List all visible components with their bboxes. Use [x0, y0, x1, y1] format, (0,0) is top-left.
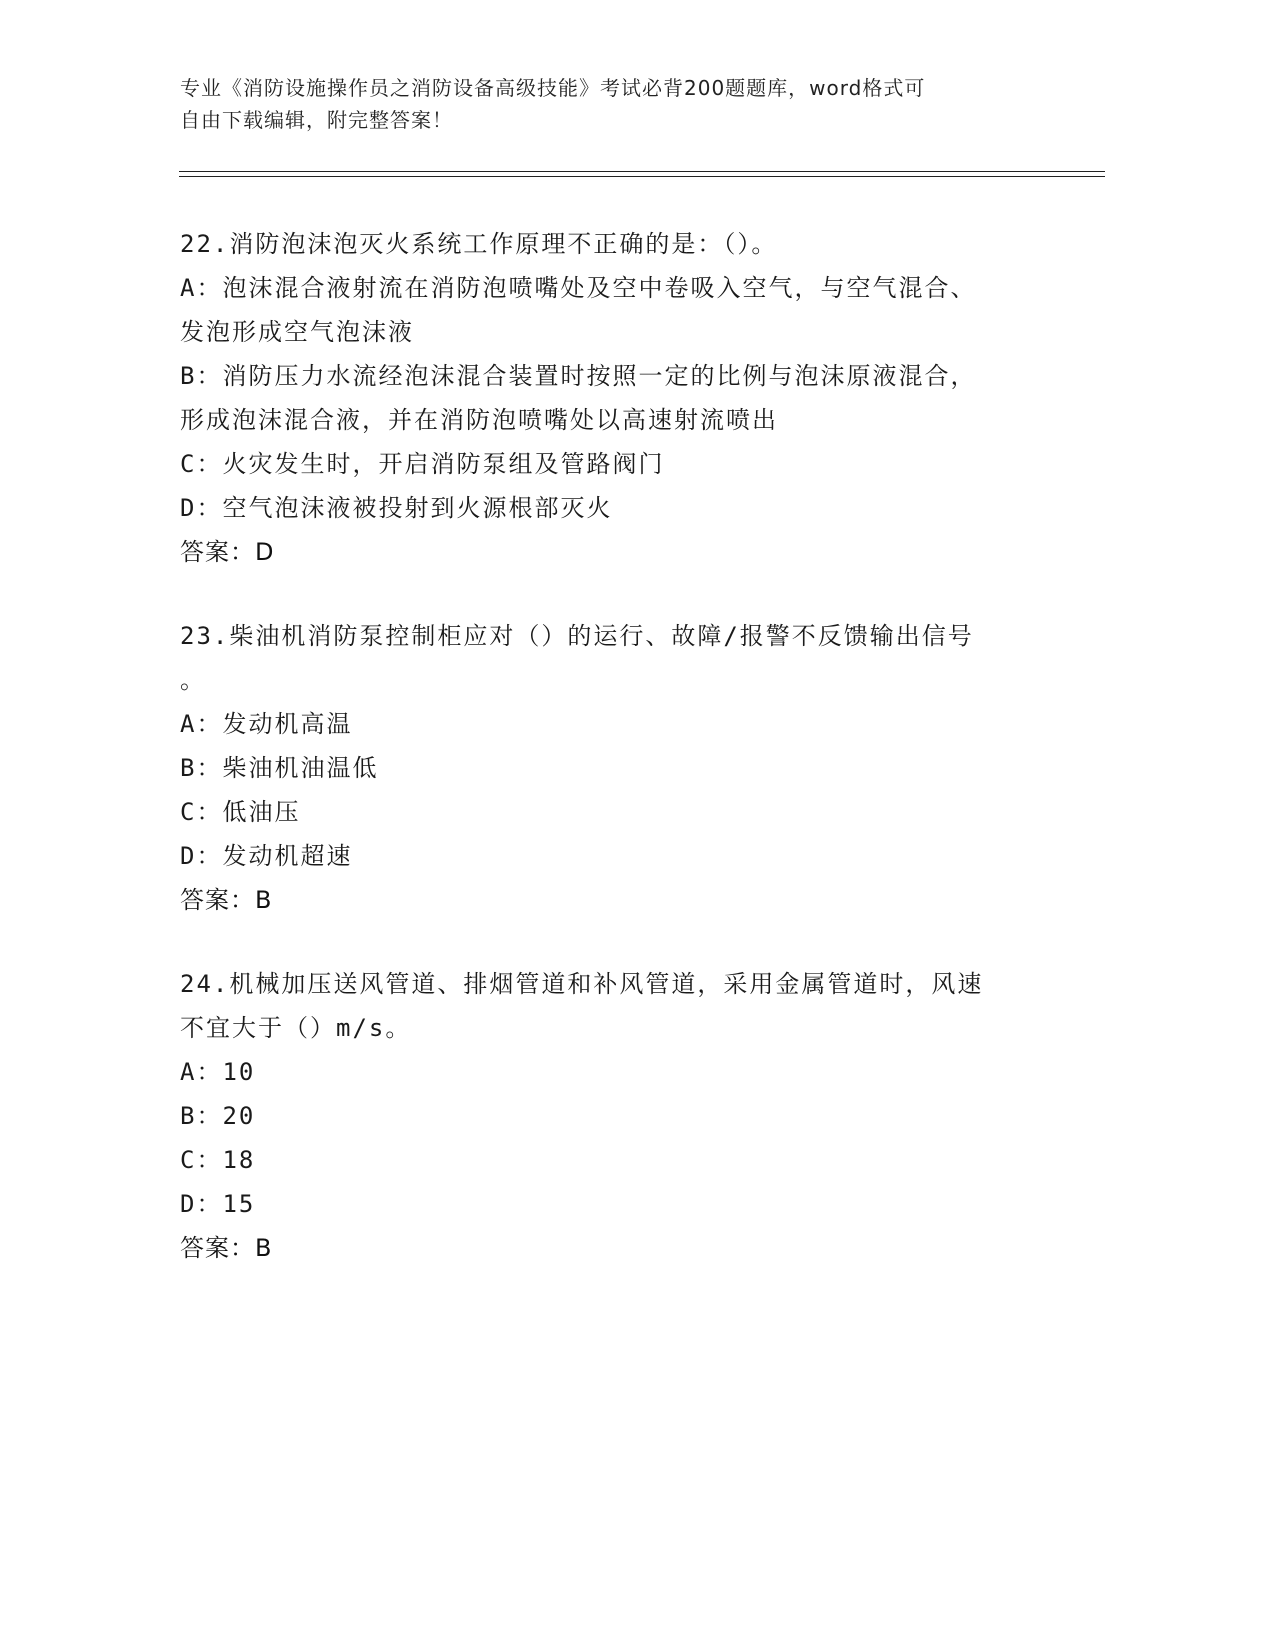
- option-c: C：火灾发生时，开启消防泵组及管路阀门: [180, 450, 665, 478]
- header-line-2: 自由下载编辑，附完整答案！: [180, 108, 453, 132]
- question-stem: 22.消防泡沫泡灭火系统工作原理不正确的是：（）。: [180, 230, 778, 258]
- header-divider: [179, 171, 1105, 177]
- question-list: [180, 222, 1040, 1310]
- option-c: C：低油压: [180, 798, 301, 826]
- answer: 答案：B: [180, 886, 273, 914]
- option-d: D：15: [180, 1190, 256, 1218]
- document-header: [180, 72, 1040, 136]
- option-a: A：10: [180, 1058, 256, 1086]
- option-b: B：消防压力水流经泡沫混合装置时按照一定的比例与泡沫原液混合，: [180, 362, 977, 390]
- answer: 答案：B: [180, 1234, 273, 1262]
- answer: 答案：D: [180, 538, 275, 566]
- question-stem-continued: 不宜大于（）m/s。: [180, 1014, 412, 1042]
- option-c: C：18: [180, 1146, 256, 1174]
- option-d: D：发动机超速: [180, 842, 353, 870]
- question-stem: 24.机械加压送风管道、排烟管道和补风管道，采用金属管道时，风速: [180, 970, 984, 998]
- question-23: [180, 614, 1040, 922]
- header-line-1: 专业《消防设施操作员之消防设备高级技能》考试必背200题题库，word格式可: [180, 76, 926, 100]
- option-b-continued: 形成泡沫混合液，并在消防泡喷嘴处以高速射流喷出: [180, 406, 778, 434]
- option-a-continued: 发泡形成空气泡沫液: [180, 318, 414, 346]
- question-stem: 23.柴油机消防泵控制柜应对（）的运行、故障/报警不反馈输出信号: [180, 622, 974, 650]
- question-stem-continued: 。: [180, 666, 206, 694]
- option-d: D：空气泡沫液被投射到火源根部灭火: [180, 494, 613, 522]
- option-b: B：柴油机油温低: [180, 754, 379, 782]
- question-24: [180, 962, 1040, 1270]
- option-b: B：20: [180, 1102, 256, 1130]
- question-22: [180, 222, 1040, 574]
- option-a: A：泡沫混合液射流在消防泡喷嘴处及空中卷吸入空气，与空气混合、: [180, 274, 977, 302]
- option-a: A：发动机高温: [180, 710, 353, 738]
